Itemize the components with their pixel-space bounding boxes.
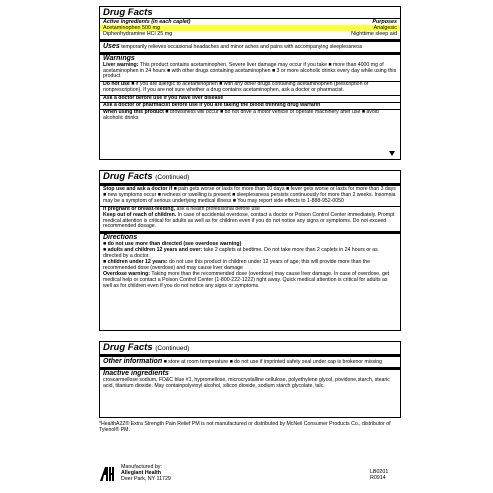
- direction-item: ■ do not use more than directed (see overdose warning): [103, 241, 242, 248]
- ingredient-purpose: Analgesic: [373, 25, 397, 32]
- stop-use-text: ■ pain gets worse or lasts for more than 10 days ■ fever gets worse or lasts for more than 3 days ■ new symptoms occur ■ redness or swelling is present ■ sleeplessness persists continuously for more than 2 weeks. Insomnia may be a symptom of serious underlying medical illness ■ You may report side effects to 1-888-952-0050: [103, 186, 396, 204]
- purposes-label: Purposes: [372, 19, 397, 25]
- uses-section: [100, 43, 400, 51]
- uses-label: Uses: [103, 42, 120, 50]
- uses-text: temporarily relieves occasional headaches and minor aches and pains with accompanying sleeplessness: [121, 43, 363, 50]
- manufacturer-info: [121, 464, 171, 483]
- overdose-warning: [100, 272, 400, 290]
- drug-facts-panel-2: [99, 170, 401, 331]
- allegiant-health-logo-icon: [99, 466, 115, 482]
- lot-code-line: R0914: [370, 475, 386, 482]
- direction-item-text: do not use this product in children under 12 years of age; this will provide more than the recommended dose (overdose) and may cause liver damage: [103, 259, 370, 271]
- panel-title: [100, 342, 400, 354]
- panel-title-text: Drug Facts: [103, 342, 153, 353]
- panel-title-continued: (Continued): [155, 174, 190, 181]
- ingredient-name: Acetaminophen 500 mg: [103, 25, 160, 32]
- manufacturer-label: Manufactured by:: [121, 464, 162, 470]
- direction-item-label: ■ adults and children 12 years and over:: [103, 247, 203, 254]
- disclaimer: *HealthA2Z® Extra Strength Pain Relief PM is not manufactured or distributed by McNeil Consumer Products Co., distributor of Tylenol® PM.: [99, 421, 391, 433]
- liver-warning: [100, 63, 400, 81]
- direction-item-label: ■ children under 12 years:: [103, 259, 168, 266]
- directions-label: Directions: [103, 234, 138, 242]
- when-using-text: ■ drowsiness will occur ■ do not drive a motor vehicle or operate machinery after use ■ avoid alcoholic drinks: [103, 108, 379, 121]
- inactive-ingredients-text: croscarmellose sodium, FD&C blue #1, hypromellose, microcrystalline cellulose, polyethylene glycol, povidone,starch, stearic acid, titanium dioxide. May containpolyvinyl alcohol, silicon dioxide, sodium starch glycolate, talc.: [103, 377, 390, 389]
- active-ingredients-label: Active ingredients (in each caplet): [103, 19, 191, 25]
- continue-arrow-icon: [389, 151, 395, 156]
- drug-facts-panel-1: [99, 6, 401, 160]
- lot-code-line: LB0201: [370, 469, 389, 475]
- direction-item-text: take 2 caplets at bedtime. Do not take more than 2 caplets in 24 hours or as directed by a doctor.: [103, 247, 378, 260]
- do-not-use: [100, 82, 400, 94]
- other-information-text: ■ store at room temperature ■ do not use if imprinted safety seal under cap is brokenor missing: [163, 359, 383, 365]
- panel-title: Drug Facts: [103, 7, 153, 18]
- ingredient-row: [100, 31, 400, 37]
- inactive-ingredients-label: Inactive ingredients: [103, 370, 169, 377]
- other-information: [100, 358, 400, 366]
- pregnancy-text: ask a health professional before use: [176, 205, 260, 212]
- stop-use: [100, 187, 400, 205]
- keep-out-text: In case of accidental overdose, contact a doctor or Poison Control Center immediately. Prompt medical attention is critical for adults as well as for children even if you do not notice any signs or symptoms. Do not exceed recommended dosage.: [103, 211, 395, 230]
- other-information-label: Other information: [103, 358, 163, 365]
- warnings-label: Warnings: [103, 54, 135, 62]
- liver-warning-label: Liver warning:: [103, 61, 139, 68]
- ingredient-name: Diphenhydramine HCl 25 mg: [103, 31, 173, 38]
- lot-code: [370, 469, 388, 481]
- manufacturer-name: Allegiant Health: [121, 470, 162, 477]
- when-using-label: When using this product: [103, 108, 164, 115]
- pregnancy-label: If pregnant or breast-feeding,: [103, 205, 176, 212]
- do-not-use-text: ■ if you are allergic to acetaminophen ■ with any other drugs containing acetaminophen (prescription or nonprescription). If you are not sure whether a drug contains acetaminophen, ask a doctor or pharmacist.: [103, 81, 369, 94]
- drug-facts-panel-3: [99, 341, 401, 418]
- panel-title-continued: (Continued): [155, 345, 190, 352]
- do-not-use-label: Do not use: [103, 81, 130, 88]
- panel-title: [100, 171, 400, 183]
- ask-doctor: Ask a doctor before use if you have liver disease: [103, 95, 224, 102]
- overdose-warning-text: Taking more than the recommended dose (overdose) may cause liver damage. In case of overdose, get medical help or contact a Poison Control Center (1-800-222-1222) right away. Quick medical attention is critical for adults as well as for children even if you do not notice any signs or symptoms.: [103, 270, 390, 289]
- panel-title-text: Drug Facts: [103, 171, 153, 182]
- liver-warning-text: This product contains acetaminophen. Severe liver damage may occur if you take ■ more than 4000 mg of acetaminophen in 24 hours ■ with other drugs containing acetaminophen ■ 3 or more alcoholic drinks every day while using this product: [103, 61, 397, 80]
- when-using: [100, 110, 400, 122]
- ingredient-purpose: Nighttime sleep aid: [351, 31, 397, 38]
- keep-out-label: Keep out of reach of children.: [103, 211, 177, 218]
- keep-out-of-reach: [100, 213, 400, 231]
- stop-use-label: Stop use and ask a doctor if: [103, 186, 173, 192]
- ask-pharmacist: Ask a doctor or pharmacist before use if you are taking the blood thinning drug warfarin: [103, 102, 321, 109]
- manufacturer-address: Deer Park, NY 11729: [121, 476, 171, 483]
- overdose-warning-label: Overdose warning:: [103, 270, 150, 277]
